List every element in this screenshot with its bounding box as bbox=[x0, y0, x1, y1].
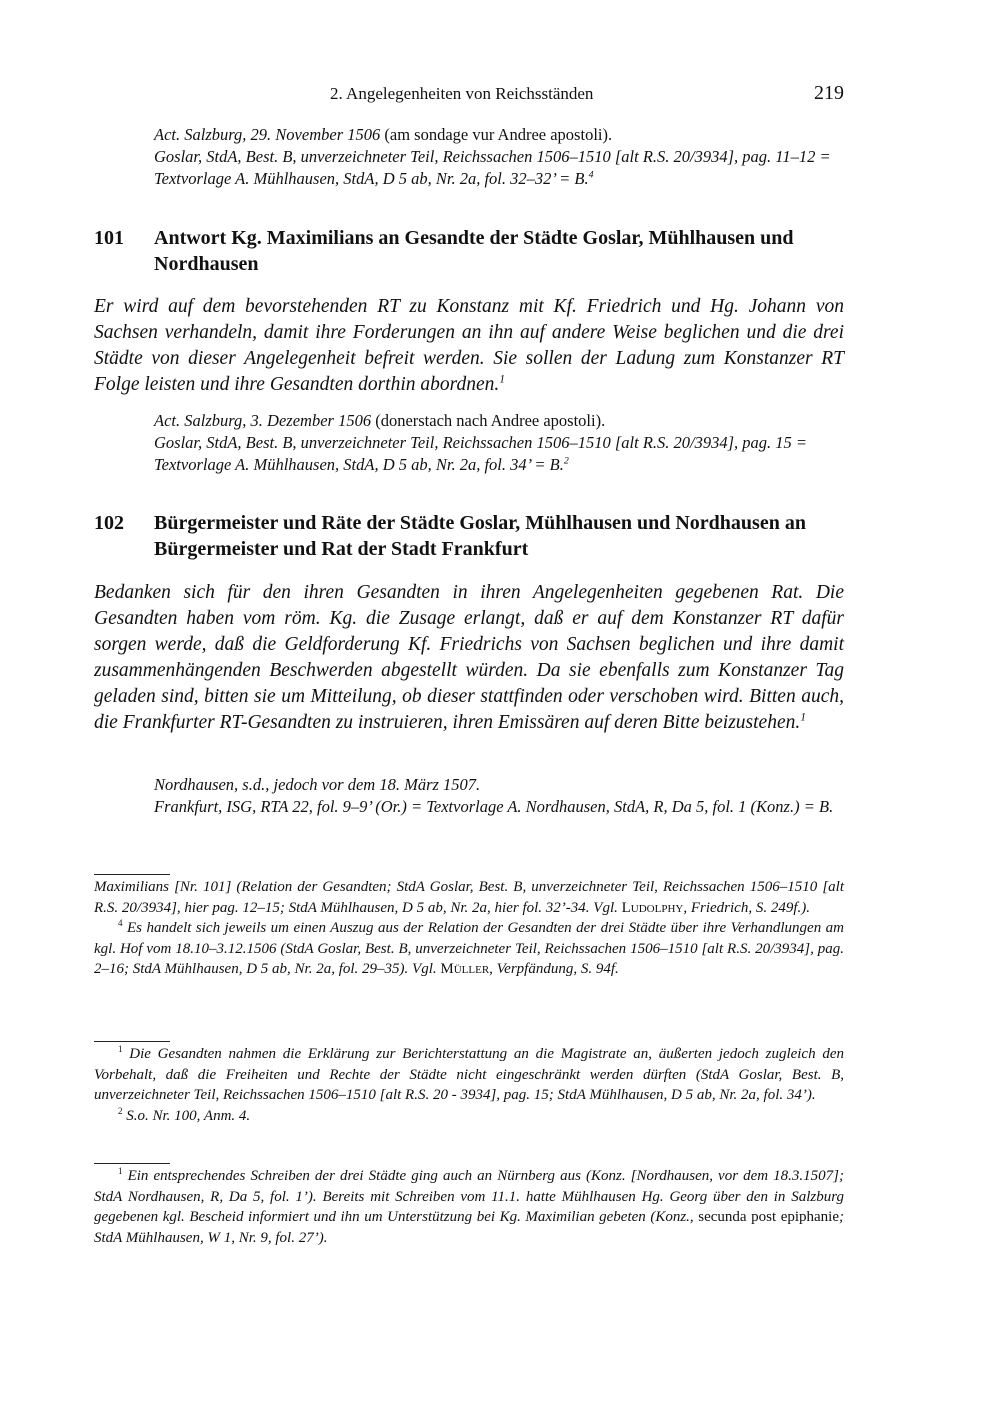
footnote-text: ; StdA Mühlhausen, W 1, Nr. 9, fol. 27’). bbox=[94, 1209, 845, 1246]
entry-heading-102 bbox=[94, 510, 844, 562]
author-name: Müller bbox=[440, 961, 490, 977]
footnote-text: , Friedrich, S. 249f.). bbox=[683, 899, 810, 916]
entry-sources-102 bbox=[154, 774, 844, 818]
prev-entry-sources bbox=[154, 124, 844, 190]
entry-title: Bürgermeister und Räte der Städte Goslar, Mühlhausen und Nordhausen an Bürgermeister und Rat der Stadt Frankfurt bbox=[154, 512, 806, 560]
footnote-ref[interactable]: 1 bbox=[800, 710, 807, 724]
footnotes-group-3 bbox=[94, 1166, 844, 1248]
footnote-rule bbox=[94, 874, 170, 875]
footnote-continuation bbox=[94, 877, 844, 918]
footnote-mark: 1 bbox=[118, 1166, 123, 1176]
footnotes-group-2 bbox=[94, 1044, 844, 1126]
entry-title: Antwort Kg. Maximilians an Gesandte der Städte Goslar, Mühlhausen und Nordhausen bbox=[154, 227, 794, 275]
entry-sources-101 bbox=[154, 410, 844, 476]
entry-regest-101 bbox=[94, 294, 844, 398]
footnote-text: Es handelt sich jeweils um einen Auszug aus der Relation der Gesandten der drei Städte über ihre Verhandlungen am kgl. Hof vom 18.10–3.12.1506 (StdA Goslar, Best. B, unverzeichneter Teil, Reichssachen 1506–1510 [alt R.S. 20/3934], pag. 2–16; StdA Mühlhausen, D 5 ab, Nr. 2a, fol. 29–35). Vgl. bbox=[94, 920, 845, 977]
footnotes-group-1 bbox=[94, 877, 844, 980]
entry-heading-101 bbox=[94, 225, 844, 277]
footnote-mark: 4 bbox=[118, 918, 123, 928]
regest-text: Er wird auf dem bevorstehenden RT zu Konstanz mit Kf. Friedrich und Hg. Johann von Sachsen verhandeln, damit ihre Forderungen an ihn auf andere Weise beglichen und die drei Städte von dieser Angelegenheit befreit werden. Sie sollen der Ladung zum Konstanzer RT Folge leisten und ihre Gesandten dorthin abordnen. bbox=[94, 296, 844, 395]
footnote-rule bbox=[94, 1163, 170, 1164]
footnote-mark: 1 bbox=[118, 1044, 123, 1054]
running-head bbox=[94, 82, 844, 106]
footnote-text: , Verpfändung, S. 94f. bbox=[489, 961, 619, 977]
entry-archive-sources: Frankfurt, ISG, RTA 22, fol. 9–9’ (Or.) = Textvorlage A. Nordhausen, StdA, R, Da 5, fol. 1 (Konz.) = B. bbox=[154, 797, 834, 816]
archive-text: Goslar, StdA, Best. B, unverzeichneter Teil, Reichssachen 1506–1510 [alt R.S. 20/3934], pag. 15 = Textvorlage A. Mühlhausen, StdA, D 5 ab, Nr. 2a, fol. 34’ = B. bbox=[154, 433, 808, 474]
entry-number: 102 bbox=[94, 512, 124, 534]
dating-latin: (donerstach nach Andree apostoli). bbox=[371, 411, 606, 430]
archive-text: Goslar, StdA, Best. B, unverzeichneter Teil, Reichssachen 1506–1510 [alt R.S. 20/3934], pag. 11–12 = Textvorlage A. Mühlhausen, StdA, D 5 ab, Nr. 2a, fol. 32–32’ = B. bbox=[154, 147, 831, 188]
footnote-1 bbox=[94, 1166, 844, 1248]
dating-place-date: Act. Salzburg, 29. November 1506 bbox=[154, 125, 381, 144]
footnote-text: Ein entsprechendes Schreiben der drei Städte ging auch an Nürnberg aus (Konz. [Nordhausen, vor dem 18.3.1507]; StdA Nordhausen, R, Da 5, fol. 1’). Bereits mit Schreiben vom 11.1. hatte Mühlhausen Hg. Georg über den in Salzburg gegebenen kgl. Bescheid informiert und ihn um Unterstützung bei Kg. Maximilian gebeten (Konz., bbox=[94, 1168, 845, 1225]
latin-dating: secunda post epiphanie bbox=[698, 1209, 840, 1225]
dating-latin: (am sondage vur Andree apostoli). bbox=[380, 125, 613, 144]
footnote-ref[interactable]: 4 bbox=[588, 169, 594, 181]
running-title: 2. Angelegenheiten von Reichsständen bbox=[330, 84, 594, 103]
prev-entry-dating bbox=[154, 124, 844, 146]
footnote-text: S.o. Nr. 100, Anm. 4. bbox=[126, 1107, 251, 1124]
footnote-text: Maximilians [Nr. 101] (Relation der Gesandten; StdA Goslar, Best. B, unverzeichneter Teil, Reichssachen 1506–1510 [alt R.S. 20/3934], hier pag. 12–15; StdA Mühlhausen, D 5 ab, Nr. 2a, hier fol. 32’-34. Vgl. bbox=[94, 879, 844, 916]
footnote-text: Die Gesandten nahmen die Erklärung zur Berichterstattung an die Magistrate an, äußerten jedoch zugleich den Vorbehalt, daß die Freiheiten und Rechte der Städte nicht eingeschränkt werden dürften (StdA Goslar, Best. B, unverzeichneter Teil, Reichssachen 1506–1510 [alt R.S. 20 - 3934], pag. 15; StdA Mühlhausen, D 5 ab, Nr. 2a, fol. 34’). bbox=[94, 1046, 844, 1103]
dating-place-date: Act. Salzburg, 3. Dezember 1506 bbox=[154, 411, 372, 430]
footnote-2 bbox=[94, 1106, 844, 1127]
footnote-ref[interactable]: 2 bbox=[563, 455, 569, 467]
entry-archive-sources bbox=[154, 432, 844, 476]
entry-regest-102 bbox=[94, 580, 844, 736]
author-name: Ludolphy bbox=[621, 899, 684, 916]
entry-dating bbox=[154, 410, 844, 432]
entry-dating: Nordhausen, s.d., jedoch vor dem 18. März 1507. bbox=[154, 775, 481, 794]
footnote-1 bbox=[94, 1044, 844, 1106]
entry-number: 101 bbox=[94, 227, 124, 249]
page-number: 219 bbox=[814, 82, 844, 104]
footnote-4 bbox=[94, 918, 844, 980]
footnote-rule bbox=[94, 1041, 170, 1042]
footnote-mark: 2 bbox=[118, 1105, 123, 1116]
footnote-ref[interactable]: 1 bbox=[499, 372, 506, 386]
regest-text: Bedanken sich für den ihren Gesandten in ihren Angelegenheiten gegebenen Rat. Die Gesandten haben vom röm. Kg. die Zusage erlangt, daß er auf dem Konstanzer RT dafür sorgen werde, daß die Geldforderung Kf. Friedrichs von Sachsen beglichen und ihre damit zusammenhängenden Beschwerden abgestellt würden. Da sie ebenfalls zum Konstanzer Tag geladen sind, bitten sie um Mitteilung, ob dieser stattfinden oder verschoben wird. Bitten auch, die Frankfurter RT-Gesandten zu instruieren, ihren Emissären auf deren Bitte beizustehen. bbox=[94, 582, 844, 733]
prev-entry-archive-sources bbox=[154, 146, 844, 190]
